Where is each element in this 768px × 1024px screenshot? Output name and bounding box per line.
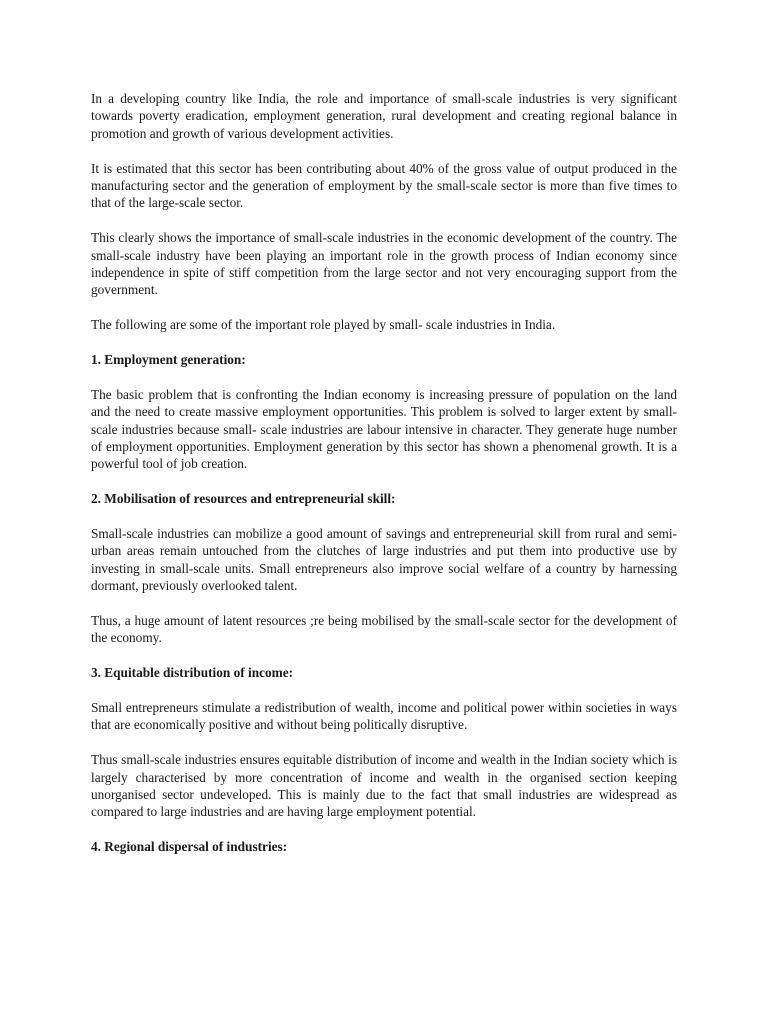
paragraph-role-intro: The following are some of the important role played by small- scale industries in India.: [91, 317, 556, 333]
paragraph-intro: In a developing country like India, the role and importance of small-scale industries is very significant towards poverty eradication, employment generation, rural development and creating regional balance in promotion and growth of various development activities.: [91, 91, 677, 141]
heading-mobilisation: 2. Mobilisation of resources and entrepreneurial skill:: [91, 491, 396, 507]
paragraph-contribution: It is estimated that this sector has been contributing about 40% of the gross value of output produced in the manufacturing sector and the generation of employment by the small-scale sector is more than five times to that of the large-scale sector.: [91, 160, 677, 211]
paragraph-equitable-income: Thus small-scale industries ensures equitable distribution of income and wealth in the Indian society which is largely characterised by more concentration of income and wealth in the organised section keeping unorganised sector undeveloped. This is mainly due to the fact that small industries are widespread as compared to large industries and are having large employment potential.: [91, 752, 677, 820]
paragraph-mobilisation: Small-scale industries can mobilize a good amount of savings and entrepreneurial skill from rural and semi-urban areas remain untouched from the clutches of large industries and put them into productive use by investing in small-scale units. Small entrepreneurs also improve social welfare of a country by harnessing dormant, previously overlooked talent.: [91, 526, 677, 594]
document-page: [91, 90, 677, 873]
paragraph-importance: This clearly shows the importance of small-scale industries in the economic development of the country. The small-scale industry have been playing an important role in the growth process of Indian economy since independence in spite of stiff competition from the large sector and not very encouraging support from the government.: [91, 230, 677, 298]
paragraph-redistribution: Small entrepreneurs stimulate a redistribution of wealth, income and political power within societies in ways that are economically positive and without being politically disruptive.: [91, 700, 677, 733]
heading-regional-dispersal: 4. Regional dispersal of industries:: [91, 839, 288, 855]
paragraph-employment: The basic problem that is confronting the Indian economy is increasing pressure of population on the land and the need to create massive employment opportunities. This problem is solved to larger extent by small-scale industries because small- scale industries are labour intensive in character. They generate huge number of employment opportunities. Employment generation by this sector has shown a phenomenal growth. It is a powerful tool of job creation.: [91, 386, 677, 472]
heading-equitable-distribution: 3. Equitable distribution of income:: [91, 665, 294, 681]
paragraph-latent-resources: Thus, a huge amount of latent resources ;re being mobilised by the small-scale sector for the development of the economy.: [91, 613, 677, 646]
heading-employment-generation: 1. Employment generation:: [91, 352, 246, 368]
